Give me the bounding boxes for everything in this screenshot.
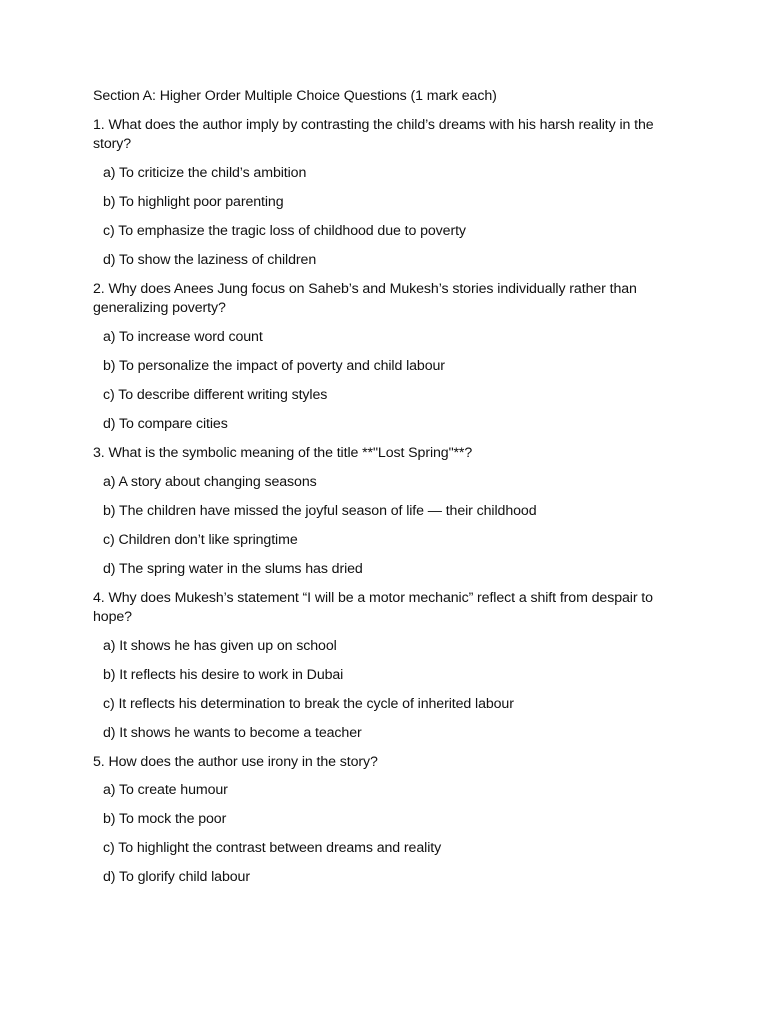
question-1: 1. What does the author imply by contrasting the child’s dreams with his harsh reality in the story? [93, 117, 654, 152]
question-1-option-a: a) To criticize the child’s ambition [103, 165, 307, 181]
question-4-option-c: c) It reflects his determination to break the cycle of inherited labour [103, 696, 514, 712]
question-3-option-a: a) A story about changing seasons [103, 474, 317, 490]
question-5: 5. How does the author use irony in the story? [93, 754, 378, 770]
question-3-option-b: b) The children have missed the joyful season of life — their childhood [103, 503, 537, 519]
question-5-option-c: c) To highlight the contrast between dreams and reality [103, 840, 442, 856]
question-2: 2. Why does Anees Jung focus on Saheb’s and Mukesh’s stories individually rather than generalizing poverty? [93, 281, 637, 316]
question-5-option-d: d) To glorify child labour [103, 869, 250, 885]
section-heading: Section A: Higher Order Multiple Choice Questions (1 mark each) [93, 88, 497, 104]
question-3-option-c: c) Children don’t like springtime [103, 532, 298, 548]
question-1-option-b: b) To highlight poor parenting [103, 194, 284, 210]
question-2-option-d: d) To compare cities [103, 416, 228, 432]
question-5-option-b: b) To mock the poor [103, 811, 227, 827]
question-2-option-b: b) To personalize the impact of poverty and child labour [103, 358, 445, 374]
question-3-option-d: d) The spring water in the slums has dried [103, 561, 363, 577]
question-4-option-b: b) It reflects his desire to work in Dubai [103, 667, 344, 683]
question-2-option-a: a) To increase word count [103, 329, 263, 345]
question-3: 3. What is the symbolic meaning of the title **"Lost Spring"**? [93, 445, 473, 461]
question-1-option-d: d) To show the laziness of children [103, 252, 317, 268]
question-1-option-c: c) To emphasize the tragic loss of childhood due to poverty [103, 223, 466, 239]
question-4: 4. Why does Mukesh’s statement “I will be a motor mechanic” reflect a shift from despair to hope? [93, 590, 653, 625]
question-2-option-c: c) To describe different writing styles [103, 387, 328, 403]
question-4-option-d: d) It shows he wants to become a teacher [103, 725, 362, 741]
question-4-option-a: a) It shows he has given up on school [103, 638, 337, 654]
question-5-option-a: a) To create humour [103, 782, 228, 798]
